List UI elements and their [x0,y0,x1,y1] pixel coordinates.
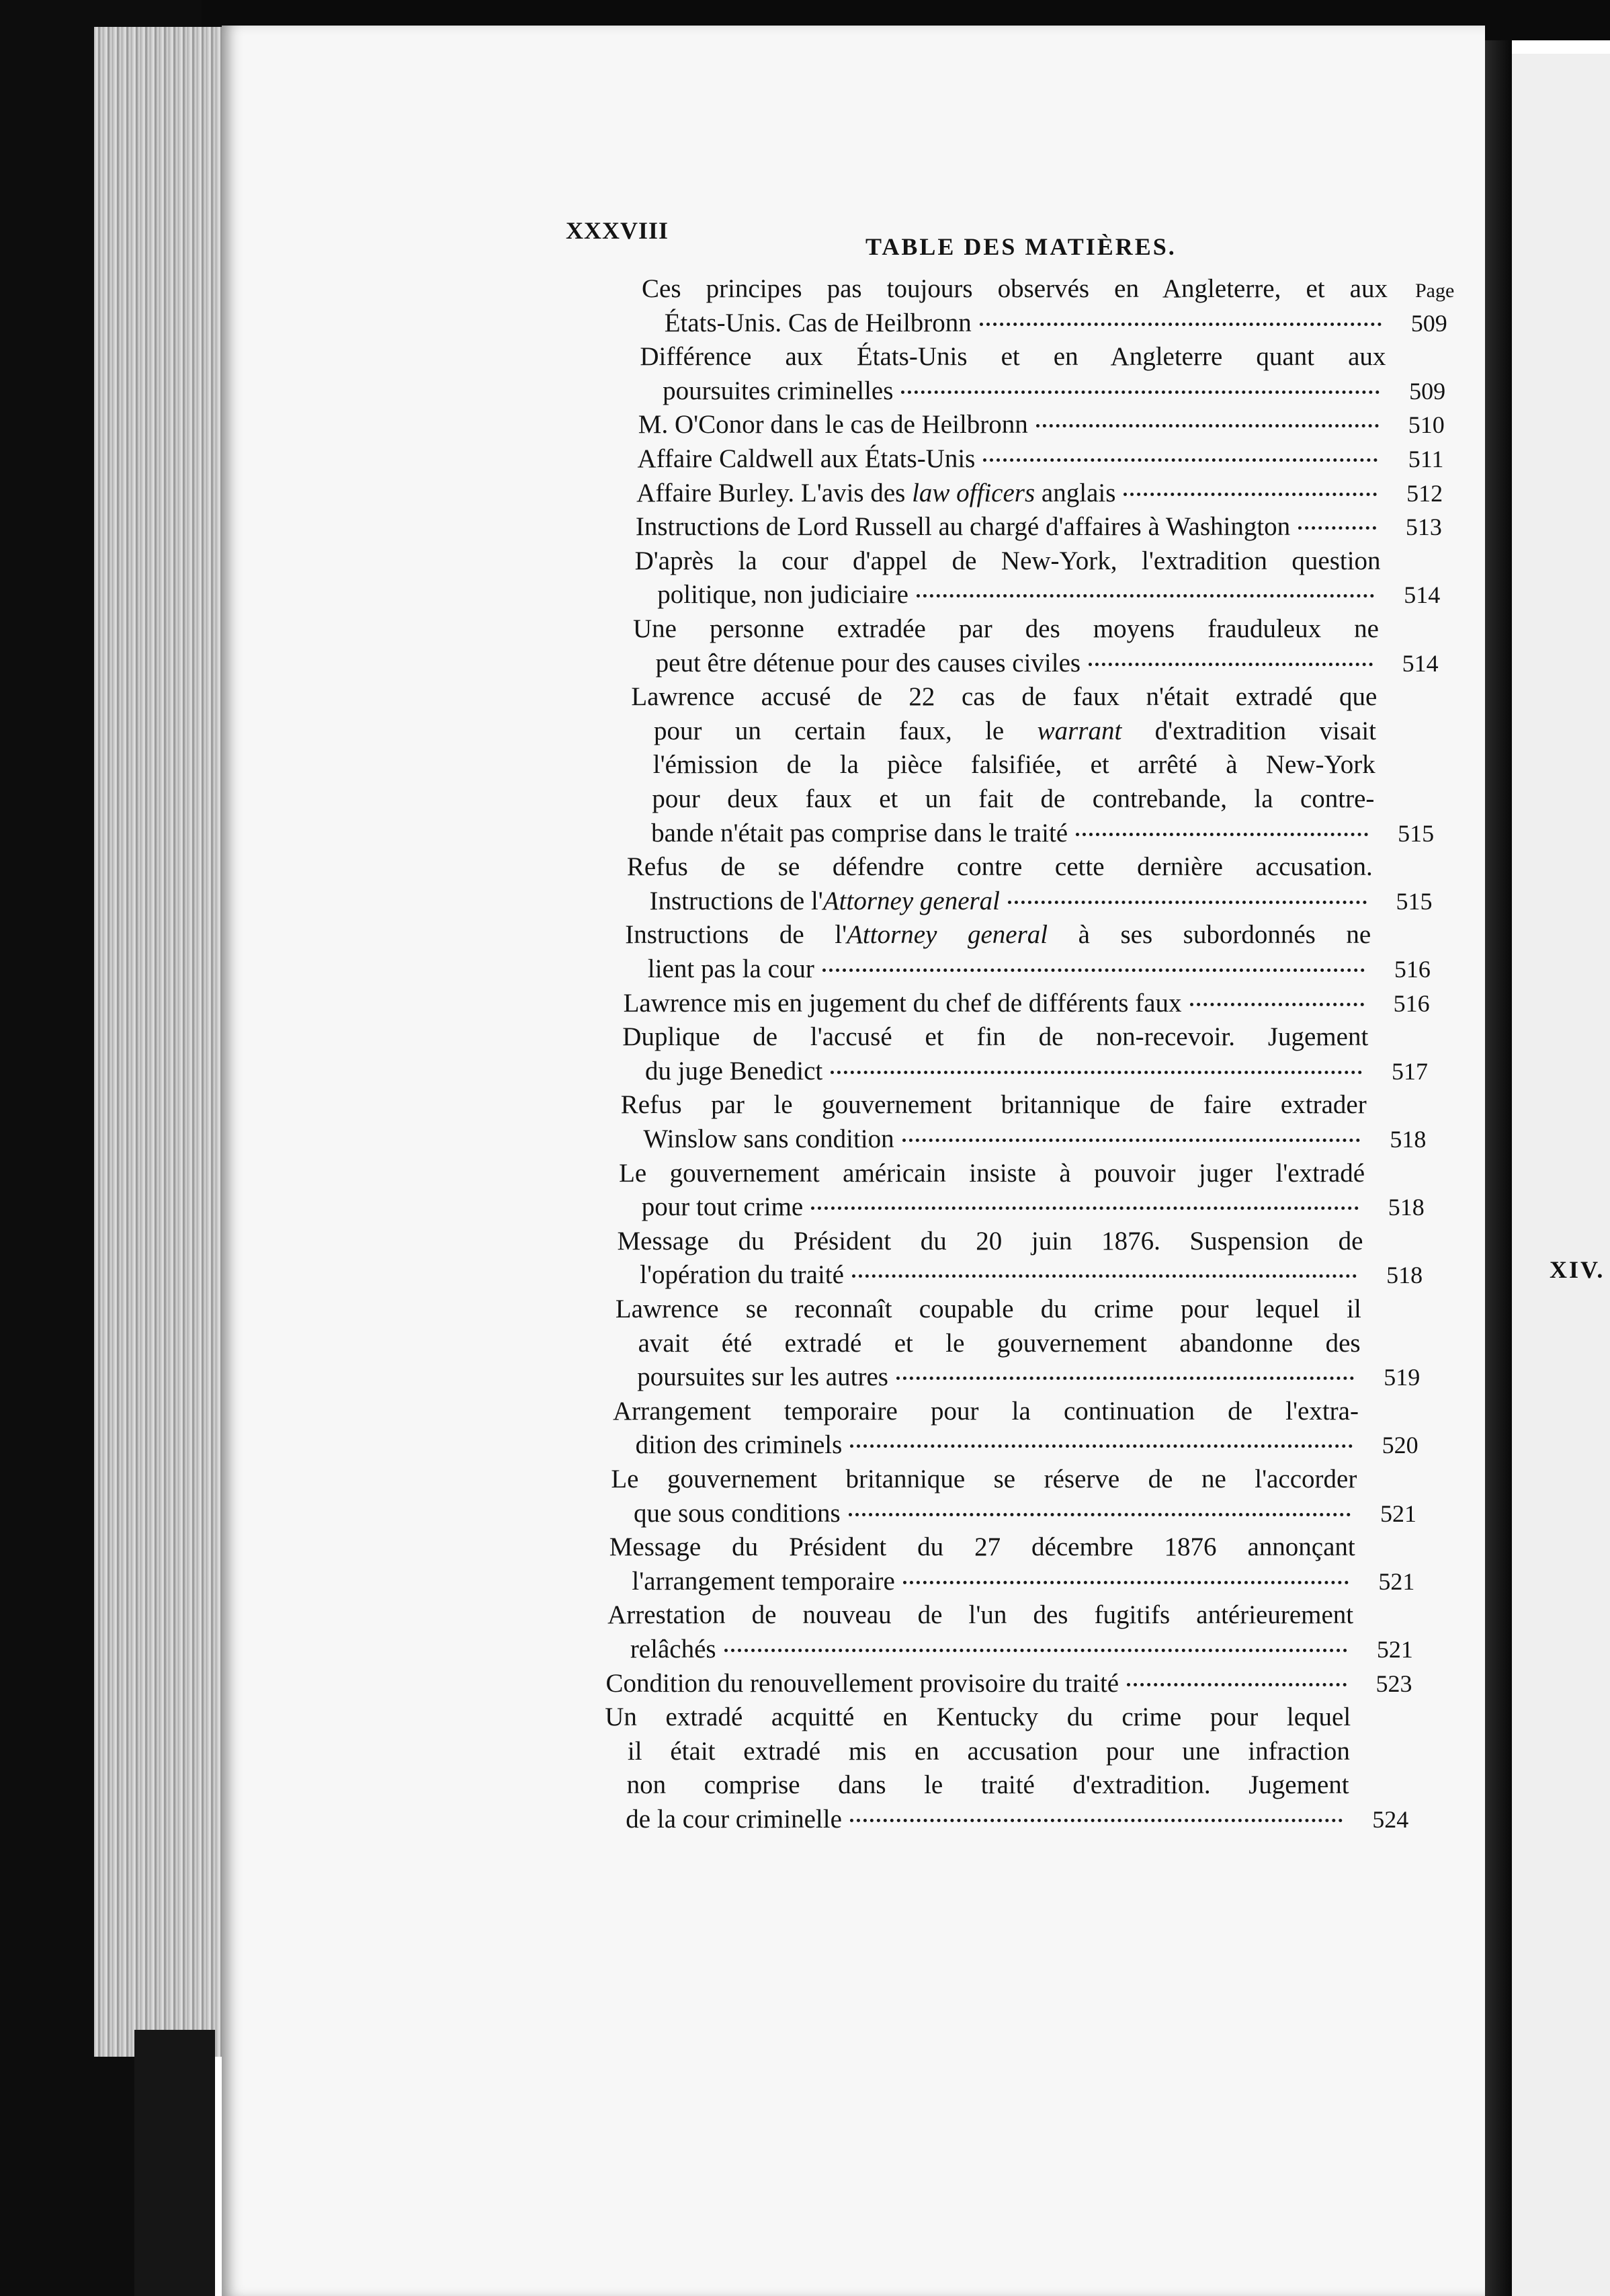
toc-entry-text: Message du Président du 20 juin 1876. Suspension de [617,1226,1363,1256]
toc-page-number: 517 [1392,1057,1428,1085]
toc-entry-line [638,407,1384,442]
toc-entry-text: de la cour criminelle [626,1805,842,1834]
dot-leader [850,1444,1352,1448]
toc-entry-line [626,1802,1348,1837]
toc-entry-line [622,1020,1368,1055]
dot-leader [901,391,1380,394]
toc-entry-text: il était extradé mis en accusation pour une infraction [627,1736,1350,1766]
toc-entry-text: l'opération du traité [640,1260,844,1290]
toc-entry-line [650,884,1372,919]
toc-page-number: 509 [1409,377,1446,405]
facing-page-fragment: XIV. [1550,1256,1605,1283]
dot-leader [983,458,1378,462]
toc-entry-text: Duplique de l'accusé et fin de non-recevoir. Jugement [622,1022,1369,1052]
toc-entry-text: pour tout crime [641,1192,804,1222]
dot-leader [1298,526,1376,530]
toc-entry-text: États-Unis. Cas de Heilbronn [664,308,972,337]
toc-page-number: 518 [1390,1126,1427,1153]
toc-entry-line [627,1768,1349,1803]
toc-entry-line [636,476,1382,511]
toc-entry-line [642,272,1388,306]
toc-entry-line [636,1428,1358,1463]
dot-leader [1089,663,1373,666]
toc-page-number: 519 [1384,1364,1421,1391]
toc-entry-text: l'arrangement temporaire [632,1566,895,1596]
dot-leader [902,1139,1361,1142]
dot-leader [896,1377,1354,1380]
toc-page-number: 514 [1402,649,1439,677]
toc-entry-line [634,1496,1356,1531]
dot-leader [1124,493,1377,496]
toc-entry-line [637,1360,1359,1395]
toc-entry-line [609,1530,1355,1565]
toc-entry-line [617,1224,1363,1259]
toc-entry-line [633,612,1379,647]
toc-page-number: 520 [1382,1432,1418,1459]
toc-entry-line [605,1700,1351,1735]
toc-page-number: 509 [1410,309,1447,337]
dot-leader [852,1274,1357,1278]
toc-page-number: 510 [1408,411,1445,439]
toc-page-number: 516 [1393,989,1430,1017]
dot-leader [811,1206,1359,1210]
toc-entry-line [648,952,1370,987]
toc-entry-line [621,1088,1367,1122]
toc-page-number: 514 [1404,581,1441,609]
toc-entry-text: Lawrence accusé de 22 cas de faux n'était extradé que [631,682,1378,712]
toc-entry-line [643,1122,1365,1157]
toc-entry-text: l'émission de la pièce falsifiée, et arrêté à New-York [652,750,1375,780]
toc-page-number: 521 [1376,1636,1413,1663]
toc-entry-line [624,986,1369,1021]
toc-entry-line [640,339,1386,374]
toc-entry-text: Le gouvernement américain insiste à pouvoir juger l'extradé [619,1158,1365,1188]
dot-leader [903,1581,1349,1584]
toc-entry-text: Instructions de Lord Russell au chargé d'affaires à Washington [635,512,1291,542]
dot-leader [1008,901,1366,904]
dot-leader [980,323,1382,326]
toc-entry-line [636,509,1382,544]
toc-entry-text: dition des criminels [635,1430,843,1460]
dot-leader [850,1819,1343,1822]
toc-entry-line [637,442,1383,477]
dot-leader [1190,1003,1364,1006]
toc-entry-line [657,577,1380,612]
toc-entry-line [611,1462,1357,1497]
toc-entry-text: poursuites sur les autres [637,1362,888,1392]
toc-entry-text: du juge Benedict [645,1056,823,1085]
toc-entry-text: non comprise dans le traité d'extradition. Jugement [626,1770,1349,1800]
running-title: TABLE DES MATIÈRES. [865,233,1177,260]
dot-leader [1036,424,1379,427]
toc-entry-line [619,1156,1365,1191]
toc-entry-line [645,1054,1367,1089]
toc-page-number: 515 [1398,819,1435,847]
toc-entry-text: Arrestation de nouveau de l'un des fugitifs antérieurement [607,1600,1354,1630]
toc-entry-text: Lawrence se reconnaît coupable du crime pour lequel il [615,1295,1361,1323]
toc-entry-text: Instructions de l'Attorney general [649,886,1001,915]
toc-page-number: 518 [1386,1262,1423,1289]
toc-page-number: 515 [1396,887,1433,915]
toc-page-number: 513 [1405,514,1442,541]
toc-entry-text: lient pas la cour [647,954,814,983]
toc-entry-line [652,782,1374,817]
toc-page-number: 511 [1408,446,1444,473]
toc-entry-line [628,1734,1350,1769]
toc-entry-text: Affaire Burley. L'avis des law officers anglais [636,478,1116,507]
toc-entry-line [631,680,1377,714]
toc-page-number: 518 [1388,1194,1425,1221]
toc-page-number: 524 [1372,1806,1409,1833]
toc-entry-text: D'après la cour d'appel de New-York, l'extradition question [634,546,1381,575]
toc-entry-line [640,1258,1362,1293]
toc-entry-line [606,1666,1352,1701]
toc-entry-text: Winslow sans condition [643,1124,894,1153]
toc-entry-text: Ces principes pas toujours observés en Angleterre, et aux [642,274,1388,303]
page-column-label: Page [1415,280,1455,302]
dot-leader [831,1071,1362,1074]
toc-entry-text: relâchés [630,1635,716,1664]
toc-entry-line [613,1394,1359,1429]
toc-entry-line [654,714,1376,749]
dot-leader [849,1513,1351,1516]
toc-entry-line [630,1632,1353,1667]
toc-entry-text: que sous conditions [634,1498,841,1528]
toc-entry-text: pour un certain faux, le warrant d'extradition visait [654,716,1377,745]
toc-entry-line [607,1598,1353,1633]
dot-leader [724,1649,1347,1652]
toc-entry-text: Refus par le gouvernement britannique de faire extrader [620,1090,1367,1120]
toc-entry-line [663,374,1385,409]
toc-entry-text: politique, non judiciaire [657,580,908,610]
toc-entry-line [653,747,1375,782]
toc-entry-line [632,1564,1354,1599]
toc-entry-text: Message du Président du 27 décembre 1876 annonçant [609,1532,1355,1562]
toc-page-number: 521 [1380,1500,1417,1527]
toc-entry-line [642,1190,1364,1225]
toc-entry-text: bande n'était pas comprise dans le traité [651,818,1068,848]
toc-entry-text: Instructions de l'Attorney general à ses subordonnés ne [625,920,1371,950]
dot-leader [917,594,1374,598]
toc-entry-text: Un extradé acquitté en Kentucky du crime pour lequel [605,1703,1351,1732]
toc-entry-line [638,1326,1361,1361]
dot-leader [1127,1683,1346,1686]
toc-page-number: 523 [1375,1670,1412,1697]
dot-leader [1076,833,1368,836]
page-folio: XXXVIII [566,217,669,244]
toc-page-number: 512 [1406,479,1443,507]
toc-entry-text: Différence aux États-Unis et en Angleterre quant aux [640,342,1386,372]
toc-entry-text: Refus de se défendre contre cette dernière accusation. [626,852,1373,882]
toc-entry-line [651,816,1373,851]
toc-entry-text: peut être détenue pour des causes civiles [655,648,1081,678]
toc-page-number: 516 [1394,956,1431,983]
toc-entry-line [635,544,1381,579]
toc-entry-text: avait été extradé et le gouvernement abandonne des [638,1328,1361,1358]
dot-leader [822,969,1365,972]
toc-entry-line [665,306,1387,341]
toc-entry-text: Arrangement temporaire pour la continuation de l'extra- [612,1396,1359,1426]
toc-entry-text: Affaire Caldwell aux États-Unis [637,444,976,473]
toc-entry-text: Condition du renouvellement provisoire du traité [605,1668,1119,1698]
toc-entry-line [616,1292,1361,1327]
toc-entry-text: Lawrence mis en jugement du chef de différents faux [623,988,1182,1018]
toc-entry-text: M. O'Conor dans le cas de Heilbronn [638,410,1028,440]
toc-entry-text: Une personne extradée par des moyens frauduleux ne [632,614,1379,643]
toc-entry-line [627,850,1373,885]
toc-entry-text: pour deux faux et un fait de contrebande, la contre- [652,784,1375,813]
toc-entry-text: poursuites criminelles [663,376,894,405]
toc-entry-line [656,646,1378,681]
toc-page-number: 521 [1378,1567,1415,1595]
toc-entry-text: Le gouvernement britannique se réserve de ne l'accorder [611,1465,1357,1493]
toc-entry-line [625,917,1371,952]
